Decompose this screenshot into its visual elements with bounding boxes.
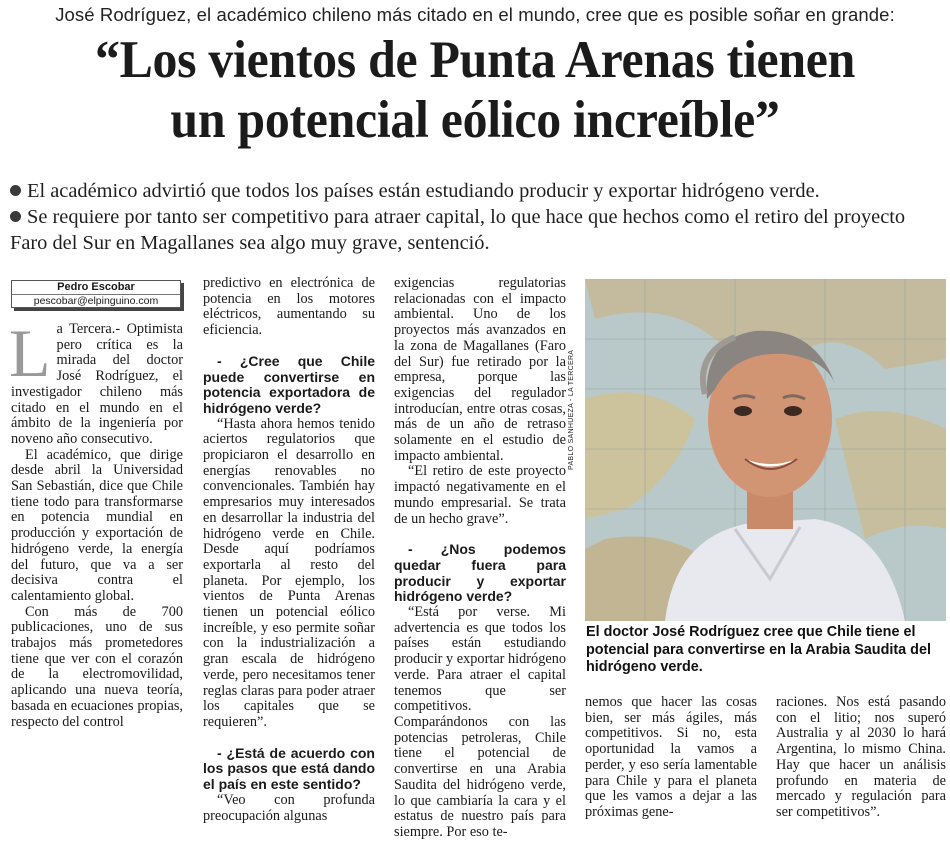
article-column-5	[776, 695, 946, 821]
byline	[11, 280, 181, 308]
paragraph: a Tercera.- Optimista pero crítica es la mirada del doctor José Rodríguez, el investigador chileno más citado en el mundo en el ámbito de la ingeniería por noveno año consecutivo.	[11, 321, 183, 447]
article-column-3	[394, 276, 566, 841]
paragraph: El académico, que dirige desde abril la Universidad San Sebastián, dice que Chile tiene todo para transformarse en potencia mundial en producción y exportación de hidrógeno verde, la energía del futuro, que va a ser decisiva contra el calentamiento global.	[11, 446, 183, 604]
headline-line-1: “Los vientos de Punta Arenas tienen	[94, 31, 856, 89]
portrait-image	[585, 279, 946, 621]
article-column-4	[585, 695, 757, 821]
article-column-2	[203, 276, 375, 824]
summary-bullets	[10, 178, 945, 256]
paragraph: predictivo en electrónica de potencia en los motores eléctricos, aumentando su eficiencia.	[203, 275, 375, 339]
kicker: José Rodríguez, el académico chileno más citado en el mundo, cree que es posible soñar en grande:	[55, 4, 895, 25]
summary-bullet: El académico advirtió que todos los países están estudiando producir y exportar hidrógeno verde.	[10, 178, 945, 204]
author-email[interactable]: pescobar@elpinguino.com	[33, 295, 159, 307]
paragraph: “Hasta ahora hemos tenido aciertos regulatorios que propiciaron el desarrollo en energías renovables no convencionales. También hay empresarios muy interesados en desarrollar la industria del hidrógeno verde en Chile. Desde aquí podríamos exportarla al resto del planeta. Por ejemplo, los vientos de Punta Arenas tienen un potencial eólico increíble, y eso permite soñar con la industrialización a gran escala de hidrógeno verde, pero necesitamos tener reglas claras para poder atraer los capitales que se requieren”.	[203, 415, 375, 730]
paragraph: nemos que hacer las cosas bien, ser más ágiles, más competitivos. Si no, esta oportunidad la vamos a perder, y eso sería lamentable para Chile y para el planeta que les vamos a dejar a las próximas gene-	[585, 694, 757, 820]
bullet-dot-icon	[10, 185, 21, 196]
paragraph: exigencias regulatorias relacionadas con el impacto ambiental. Uno de los proyectos más avanzados en la zona de Magallanes (Faro del Sur) fue retirado por la empresa, porque las exigencias del regulador introducían, entre otras cosas, más de un año de retraso solamente en el estudio de impacto ambiental.	[394, 275, 566, 464]
paragraph: “Está por verse. Mi advertencia es que todos los países están estudiando producir y exportar hidrógeno verde. Para atraer el capital tenemos que ser competitivos. Comparándonos con las potencias petroleras, Chile tiene el potencial de convertirse en una Arabia Saudita del hidrógeno verde, lo que cambiaría la cara y el estatus de nuestro país para siempre. Por eso te-	[394, 604, 566, 840]
author-name: Pedro Escobar	[12, 281, 180, 295]
interview-question: - ¿Nos podemos quedar fuera para producir y exportar hidrógeno verde?	[394, 541, 566, 605]
headline	[29, 30, 922, 150]
paragraph: Con más de 700 publicaciones, uno de sus trabajos más prometedores tiene que ver con el corazón de la electromovilidad, aplicando una nueva teoría, basada en ecuaciones propias, respecto del control	[11, 603, 183, 730]
headline-line-2: un potencial eólico increíble”	[170, 91, 780, 149]
interview-question: - ¿Está de acuerdo con los pasos que está dando el país en este sentido?	[203, 744, 375, 793]
interview-question: - ¿Cree que Chile puede convertirse en potencia exportadora de hidrógeno verde?	[203, 352, 375, 416]
summary-bullet: Se requiere por tanto ser competitivo para atraer capital, lo que hace que hechos como el retiro del proyecto Faro del Sur en Magallanes sea algo muy grave, sentenció.	[10, 206, 906, 254]
paragraph: raciones. Nos está pasando con el litio; nos superó Australia y al 2030 lo hará Argentina, lo mismo China. Hay que hacer un análisis profundo en materia de mercado y regulación para ser competitivos”.	[776, 694, 946, 820]
article-column-1	[9, 315, 183, 730]
photo-caption: El doctor José Rodríguez cree que Chile tiene el potencial para convertirse en la Arabia Saudita del hidrógeno verde.	[586, 624, 931, 675]
bullet-dot-icon	[10, 211, 21, 222]
paragraph: “El retiro de este proyecto impactó negativamente en el mundo empresarial. Se trata de un hecho grave”.	[394, 463, 566, 527]
photo-credit: PABLO SANHUEZA - LA TERCERA	[568, 349, 575, 470]
drop-cap: L	[9, 315, 51, 391]
portrait-photo	[585, 279, 946, 621]
paragraph: “Veo con profunda preocupación algunas	[203, 791, 375, 824]
